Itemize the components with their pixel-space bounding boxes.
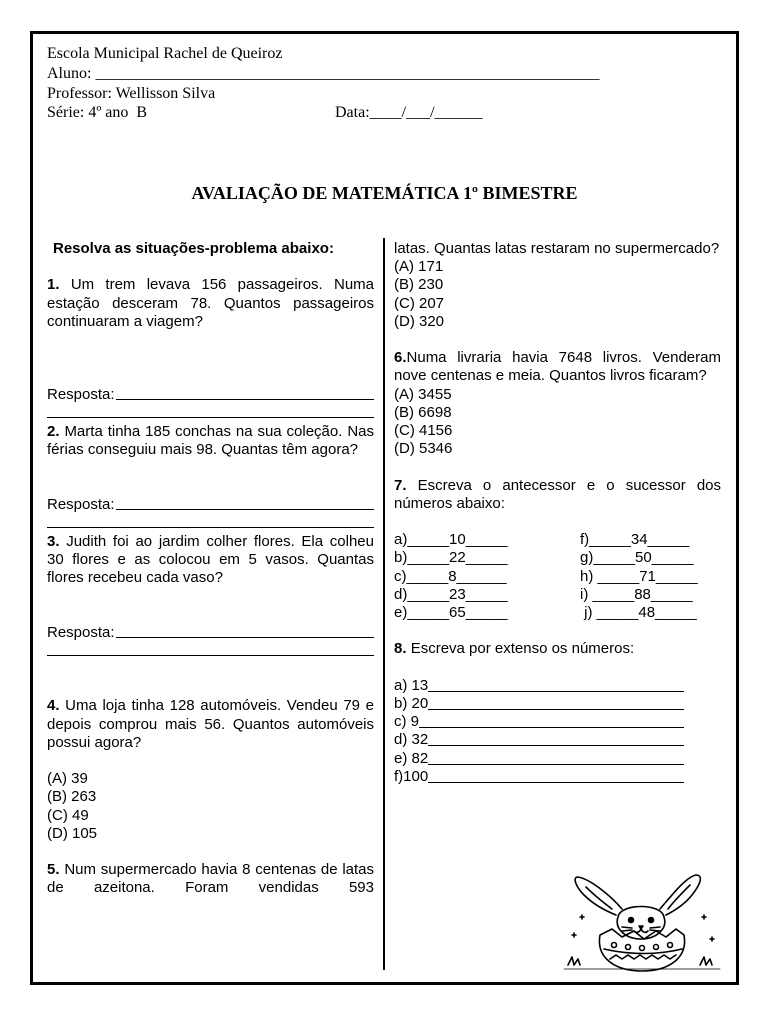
q6-option-a[interactable]: (A) 3455	[394, 385, 452, 403]
q7-item-c[interactable]: c)_____8______	[394, 567, 507, 585]
question-6-number: 6.	[394, 349, 407, 367]
q8-item-e[interactable]	[394, 750, 684, 768]
exam-title: AVALIAÇÃO DE MATEMÁTICA 1º BIMESTRE	[191, 183, 578, 203]
answer-3[interactable]	[47, 624, 374, 642]
date-field[interactable]: Data:____/___/______	[335, 104, 483, 121]
q5-option-d[interactable]: (D) 320	[394, 312, 445, 330]
question-7-number: 7.	[394, 476, 407, 494]
q8-label-b: b) 20	[394, 695, 429, 712]
q8-item-d[interactable]	[394, 731, 684, 749]
left-column	[47, 240, 374, 898]
q8-label-f: f)100	[394, 767, 429, 785]
question-2-number: 2.	[47, 422, 60, 440]
q7-item-a[interactable]: a)_____10_____	[394, 531, 508, 549]
q7-item-h[interactable]: h) _____71_____	[580, 567, 698, 585]
q8-item-f[interactable]	[394, 768, 684, 786]
q8-item-a[interactable]	[394, 677, 684, 695]
answer-2-label: Resposta:	[47, 495, 115, 513]
question-1-text: Um trem levava 156 passageiros. Numa estação desceram 78. Quantos passageiros continuaram a viagem?	[47, 276, 374, 330]
q5-option-b[interactable]: (B) 230	[394, 276, 444, 294]
q7-row	[394, 568, 721, 586]
q8-label-c: c) 9	[394, 713, 420, 731]
teacher-name: Professor: Wellisson Silva	[47, 85, 216, 102]
q8-item-c[interactable]	[394, 713, 684, 731]
question-2-text: Marta tinha 185 conchas na sua coleção. Nas férias conseguiu mais 98. Quantas têm agora?	[47, 422, 374, 458]
question-1-number: 1.	[47, 276, 60, 294]
q4-option-a[interactable]: (A) 39	[47, 770, 88, 788]
question-8-number: 8.	[394, 640, 407, 658]
answer-2-line2[interactable]	[47, 514, 374, 528]
q8-label-a: a) 13	[394, 676, 429, 694]
question-3	[47, 533, 374, 588]
question-3-number: 3.	[47, 532, 60, 550]
q8-label-d: d) 32	[394, 731, 429, 749]
q5-option-a[interactable]: (A) 171	[394, 258, 444, 276]
q4-option-d[interactable]: (D) 105	[47, 824, 98, 842]
student-field[interactable]: Aluno: _______________________________________________________________	[47, 65, 600, 82]
question-5-continued: latas. Quantas latas restaram no supermercado?	[394, 240, 720, 257]
answer-3-line2[interactable]	[47, 642, 374, 656]
answer-1-line2[interactable]	[47, 404, 374, 418]
answer-3-label: Resposta:	[47, 623, 115, 641]
easter-bunny-icon	[560, 865, 725, 975]
q5-option-c[interactable]: (C) 207	[394, 294, 445, 312]
q6-option-b[interactable]: (B) 6698	[394, 403, 452, 421]
question-5-number: 5.	[47, 861, 60, 879]
question-5	[47, 861, 374, 897]
answer-1-label: Resposta:	[47, 385, 115, 403]
question-4	[47, 697, 374, 752]
q7-item-d[interactable]: d)_____23_____	[394, 585, 508, 603]
question-6-text: Numa livraria havia 7648 livros. Venderam nove centenas e meia. Quantos livros ficaram?	[394, 349, 721, 385]
grade: Série: 4º ano B	[47, 104, 148, 121]
question-4-number: 4.	[47, 697, 60, 715]
q7-item-j[interactable]: j) _____48_____	[580, 604, 697, 622]
school-name: Escola Municipal Rachel de Queiroz	[47, 45, 283, 62]
answer-2[interactable]	[47, 496, 374, 514]
q8-item-b[interactable]	[394, 695, 684, 713]
q7-row	[394, 604, 721, 622]
q7-row	[394, 531, 721, 549]
q8-label-e: e) 82	[394, 749, 429, 767]
question-3-text: Judith foi ao jardim colher flores. Ela colheu 30 flores e as colocou em 5 vasos. Quantas flores recebeu cada vaso?	[47, 532, 374, 587]
question-1	[47, 276, 374, 331]
question-7	[394, 477, 721, 513]
question-2	[47, 423, 374, 459]
question-6	[394, 349, 721, 385]
q6-option-d[interactable]: (D) 5346	[394, 440, 453, 458]
question-8	[394, 640, 721, 658]
column-divider	[383, 238, 385, 970]
question-4-text: Uma loja tinha 128 automóveis. Vendeu 79 e depois comprou mais 56. Quantos automóveis possui agora?	[47, 697, 374, 751]
q7-item-f[interactable]: f)_____34_____	[580, 531, 690, 549]
q7-row	[394, 549, 721, 567]
q7-item-i[interactable]: i) _____88_____	[580, 585, 693, 603]
q7-row	[394, 586, 721, 604]
answer-1[interactable]	[47, 386, 374, 404]
question-7-text: Escreva o antecessor e o sucessor dos números abaixo:	[394, 476, 722, 512]
q4-option-c[interactable]: (C) 49	[47, 806, 89, 824]
q4-option-b[interactable]: (B) 263	[47, 788, 97, 806]
instructions: Resolva as situações-problema abaixo:	[53, 240, 334, 257]
right-column	[394, 240, 721, 786]
q7-item-g[interactable]: g)_____50_____	[580, 549, 694, 567]
q6-option-c[interactable]: (C) 4156	[394, 422, 453, 440]
q7-item-b[interactable]: b)_____22_____	[394, 549, 508, 567]
question-5-text: Num supermercado havia 8 centenas de latas de azeitona. Foram vendidas 593	[47, 861, 375, 897]
question-8-text: Escreva por extenso os números:	[410, 640, 635, 658]
q7-item-e[interactable]: e)_____65_____	[394, 604, 508, 622]
